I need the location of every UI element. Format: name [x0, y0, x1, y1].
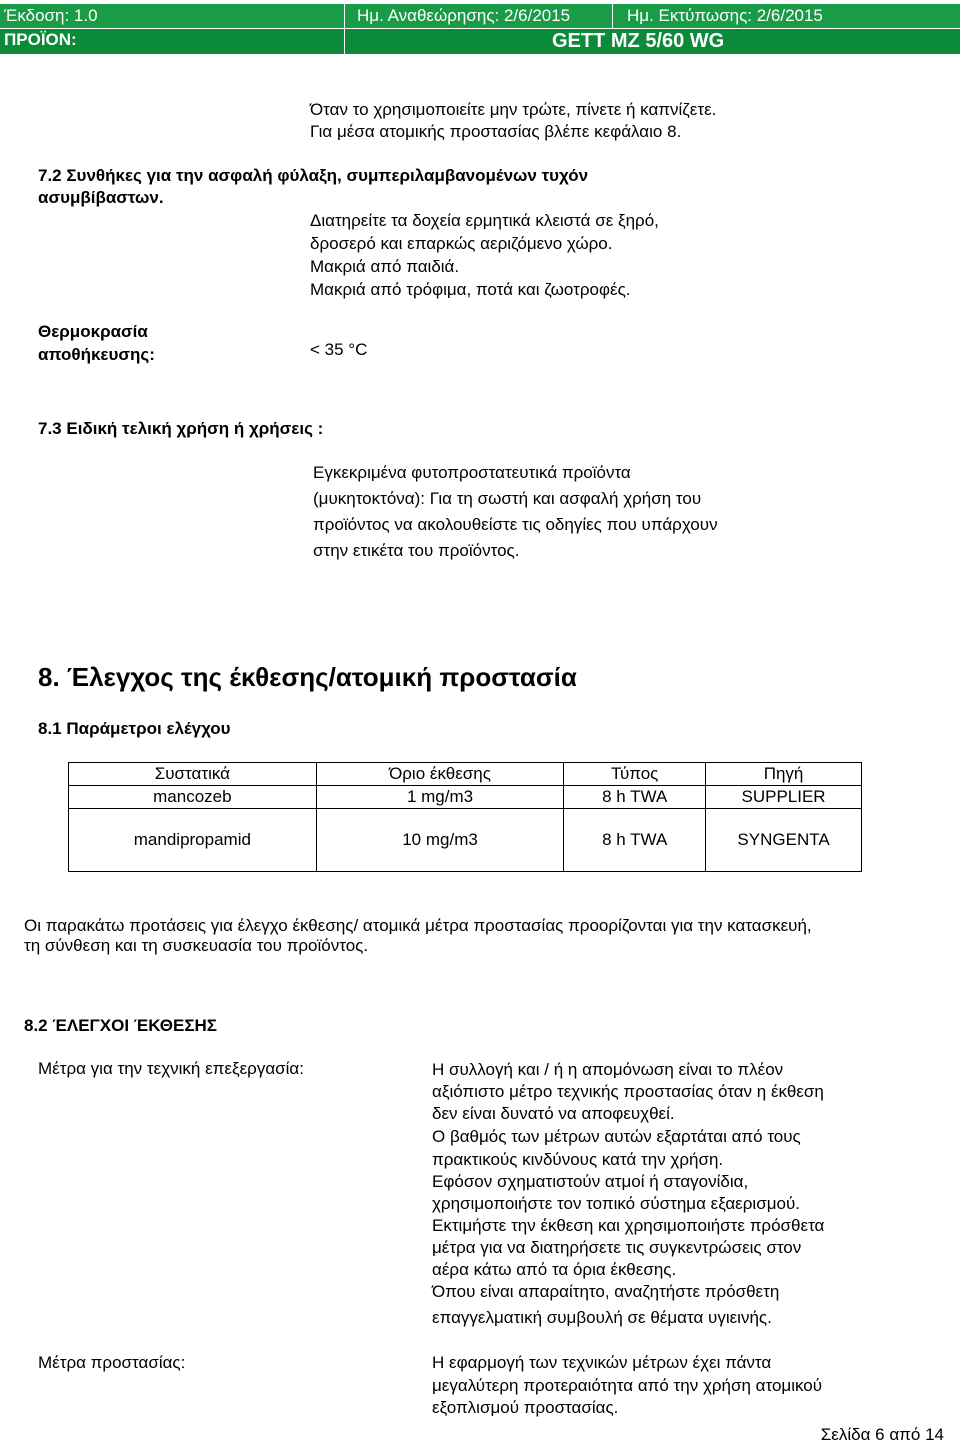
s7-2-title-line-1: 7.2 Συνθήκες για την ασφαλή φύλαξη, συμπεριλαμβανομένων τυχόν	[38, 166, 589, 185]
tech-line-11: Όπου είναι απαραίτητο, αναζητήστε πρόσθετη	[432, 1282, 780, 1301]
control-parameters-table	[68, 762, 862, 872]
edition-text: Έκδοση: 1.0	[4, 6, 98, 25]
header-info-bar	[0, 4, 960, 28]
s7-3-title: 7.3 Ειδική τελική χρήση ή χρήσεις :	[38, 419, 324, 438]
tech-line-12: επαγγελματική συμβουλή σε θέματα υγιεινής.	[432, 1308, 772, 1327]
tech-line-4: Ο βαθμός των μέτρων αυτών εξαρτάται από τους	[432, 1127, 801, 1146]
col-header-source: Πηγή	[706, 763, 862, 786]
col-header-ingredient: Συστατικά	[69, 763, 317, 786]
table-header-row	[69, 763, 862, 786]
col-header-type: Τύπος	[564, 763, 706, 786]
tech-line-2: αξιόπιστο μέτρο τεχνικής προστασίας όταν η έκθεση	[432, 1082, 824, 1101]
tech-line-8: Εκτιμήστε την έκθεση και χρησιμοποιήστε πρόσθετα	[432, 1216, 825, 1235]
s7-2-line-1: Διατηρείτε τα δοχεία ερμητικά κλειστά σε ξηρό,	[310, 211, 659, 230]
tech-line-1: Η συλλογή και / ή η απομόνωση είναι το πλέον	[432, 1060, 784, 1079]
cell-ingredient: mancozeb	[69, 786, 317, 809]
s7-3-line-3: προϊόντος να ακολουθείστε τις οδηγίες που υπάρχουν	[313, 515, 718, 534]
cell-type: 8 h TWA	[564, 786, 706, 809]
s7-2-title-line-2: ασυμβίβαστων.	[38, 188, 164, 207]
prot-line-1: Η εφαρμογή των τεχνικών μέτρων έχει πάντα	[432, 1353, 772, 1372]
prot-line-3: εξοπλισμού προστασίας.	[432, 1398, 619, 1417]
storage-temp-label-1: Θερμοκρασία	[38, 322, 148, 341]
tech-line-7: χρησιμοποιήστε τον τοπικό σύστημα εξαερισμού.	[432, 1194, 800, 1213]
revision-date-text: Ημ. Αναθεώρησης: 2/6/2015	[357, 6, 571, 25]
tech-line-3: δεν είναι δυνατό να αποφευχθεί.	[432, 1104, 675, 1123]
tech-line-5: πρακτικούς κινδύνους κατά την χρήση.	[432, 1150, 724, 1169]
print-date-text: Ημ. Εκτύπωσης: 2/6/2015	[627, 6, 823, 25]
cell-source: SYNGENTA	[706, 809, 862, 872]
tech-measures-label: Μέτρα για την τεχνική επεξεργασία:	[38, 1059, 304, 1078]
storage-temp-value: < 35 °C	[310, 340, 368, 359]
header-product-bar	[0, 28, 960, 54]
product-label: ΠΡΟΪΟΝ:	[4, 30, 77, 49]
tech-line-9: μέτρα για να διατηρήσετε τις συγκεντρώσεις στον	[432, 1238, 802, 1257]
cell-source: SUPPLIER	[706, 786, 862, 809]
s7-1-line-1: Όταν το χρησιμοποιείτε μην τρώτε, πίνετε ή καπνίζετε.	[310, 100, 717, 119]
protection-measures-label: Μέτρα προστασίας:	[38, 1353, 186, 1372]
prot-line-2: μεγαλύτερη προτεραιότητα από την χρήση ατομικού	[432, 1376, 823, 1395]
tech-line-6: Εφόσον σχηματιστούν ατμοί ή σταγονίδια,	[432, 1172, 749, 1191]
s7-2-line-3: Μακριά από παιδιά.	[310, 257, 460, 276]
product-name: GETT MZ 5/60 WG	[552, 30, 725, 52]
section-8-2-title: 8.2 ΈΛΕΓΧΟΙ ΈΚΘΕΣΗΣ	[24, 1016, 218, 1035]
tech-line-10: αέρα κάτω από τα όρια έκθεσης.	[432, 1260, 677, 1279]
col-header-limit: Όριο έκθεσης	[316, 763, 564, 786]
page-number: Σελίδα 6 από 14	[820, 1425, 944, 1444]
s7-2-line-4: Μακριά από τρόφιμα, ποτά και ζωοτροφές.	[310, 280, 631, 299]
cell-limit: 1 mg/m3	[316, 786, 564, 809]
s7-2-line-2: δροσερό και επαρκώς αεριζόμενο χώρο.	[310, 234, 613, 253]
table-row	[69, 786, 862, 809]
s7-1-line-2: Για μέσα ατομικής προστασίας βλέπε κεφάλαιο 8.	[310, 122, 682, 141]
note-line-2: τη σύνθεση και τη συσκευασία του προϊόντος.	[24, 936, 369, 955]
s7-3-line-2: (μυκητοκτόνα): Για τη σωστή και ασφαλή χρήση του	[313, 489, 702, 508]
section-8-title: 8. Έλεγχος της έκθεσης/ατομική προστασία	[38, 662, 577, 692]
cell-limit: 10 mg/m3	[316, 809, 564, 872]
s7-3-line-1: Εγκεκριμένα φυτοπροστατευτικά προϊόντα	[313, 463, 631, 482]
table-row	[69, 809, 862, 872]
storage-temp-label-2: αποθήκευσης:	[38, 345, 155, 364]
cell-ingredient: mandipropamid	[69, 809, 317, 872]
section-8-1-title: 8.1 Παράμετροι ελέγχου	[38, 719, 231, 738]
cell-type: 8 h TWA	[564, 809, 706, 872]
note-line-1: Οι παρακάτω προτάσεις για έλεγχο έκθεσης/ ατομικά μέτρα προστασίας προορίζονται για την κατασκευή,	[24, 916, 812, 935]
s7-3-line-4: στην ετικέτα του προϊόντος.	[313, 541, 520, 560]
